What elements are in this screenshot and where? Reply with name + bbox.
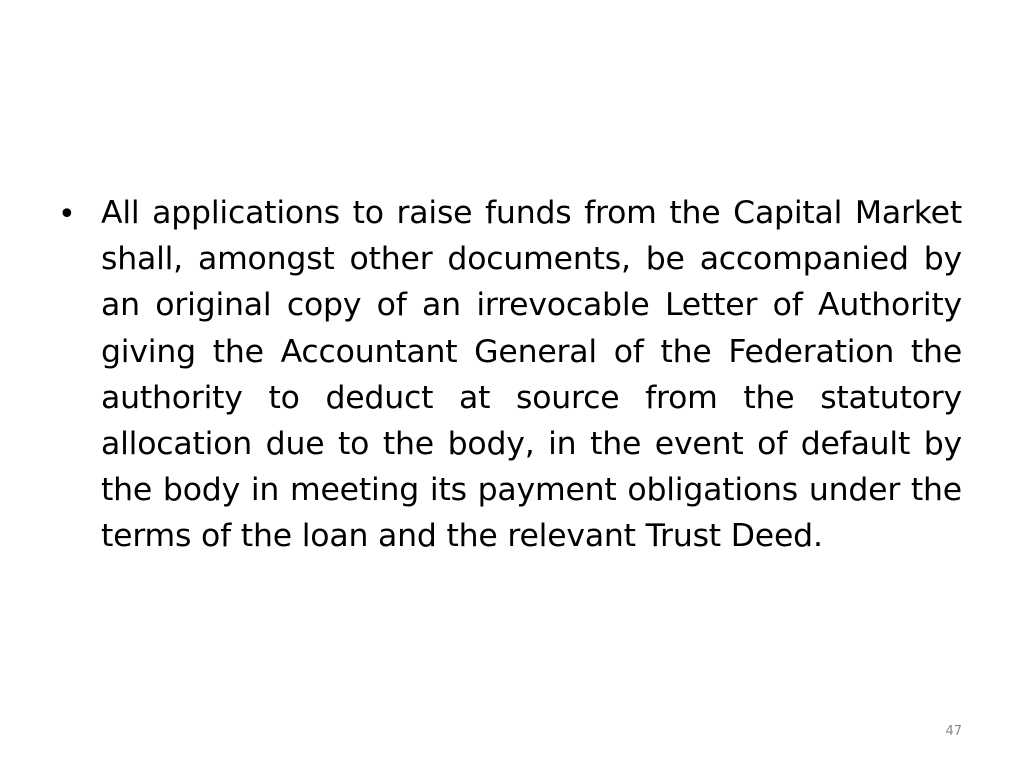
bullet-item (58, 190, 962, 560)
bullet-text: All applications to raise funds from the Capital Market shall, amongst other documents, be accompanied by an original copy of an irrevocable Letter of Authority giving the Accountant General of the Federation the authority to deduct at source from the statutory allocation due to the body, in the event of default by the body in meeting its payment obligations under the terms of the loan and the relevant Trust Deed. (101, 195, 962, 555)
bullet-marker: • (58, 197, 76, 232)
bullet-list (58, 190, 962, 560)
page-number: 47 (945, 724, 962, 739)
